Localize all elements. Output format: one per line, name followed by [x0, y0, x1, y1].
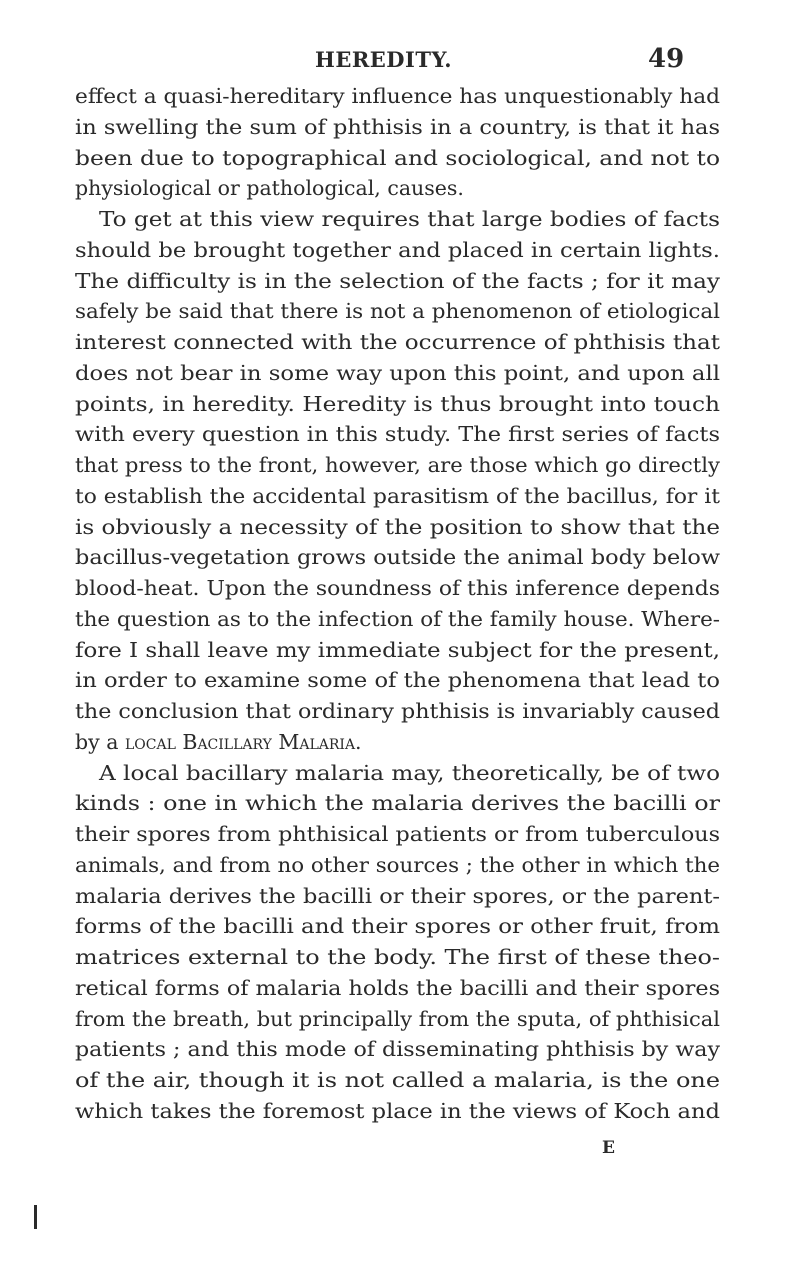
text-line: safely be said that there is not a phenomenon of etiological [75, 299, 720, 324]
margin-mark [34, 1205, 37, 1229]
text-line: the conclusion that ordinary phthisis is invariably caused [75, 699, 721, 723]
text-line: been due to topographical and sociological, and not to [75, 145, 721, 170]
text-line: of the air, though it is not called a malaria, is the one [75, 1068, 721, 1092]
text-line: interest connected with the occurrence of phthisis that [75, 330, 721, 354]
text-line: which takes the foremost place in the views of Koch and [75, 1098, 720, 1123]
text-line: from the breath, but principally from the sputa, of phthisical [75, 1006, 720, 1031]
page-number: 49 [648, 44, 685, 74]
text-line: matrices external to the body. The first of these theo- [75, 945, 721, 969]
running-title: HEREDITY. [315, 47, 453, 72]
text-line: should be brought together and placed in certain lights. [75, 237, 721, 262]
text-line: A local bacillary malaria may, theoretically, be of two [99, 760, 721, 785]
text-line: kinds : one in which the malaria derives the bacilli or [75, 791, 720, 816]
signature-mark: E [602, 1138, 615, 1158]
text-line: is obviously a necessity of the position to show that the [75, 514, 720, 539]
text-line: The difficulty is in the selection of the facts ; for it may [75, 268, 721, 293]
text-line: does not bear in some way upon this point, and upon all [75, 360, 720, 385]
text-line: physiological or pathological, causes. [75, 176, 464, 201]
text-line: the question as to the infection of the family house. Where- [75, 606, 721, 631]
text-line: effect a quasi-hereditary influence has unquestionably had [75, 84, 720, 108]
text-line: To get at this view requires that large bodies of facts [99, 207, 720, 231]
text-line: that press to the front, however, are those which go directly [75, 453, 720, 477]
text-line: points, in heredity. Heredity is thus brought into touch [75, 391, 720, 416]
text-line: bacillus-vegetation grows outside the animal body below [75, 545, 721, 570]
text-line: their spores from phthisical patients or from tuberculous [75, 822, 721, 846]
text-line: with every question in this study. The first series of facts [75, 422, 720, 447]
text-line: blood-heat. Upon the soundness of this inference depends [75, 576, 720, 600]
text-line: fore I shall leave my immediate subject for the present, [75, 637, 720, 662]
text-line: animals, and from no other sources ; the other in which the [75, 852, 720, 877]
text-line: to establish the accidental parasitism of the bacillus, for it [75, 483, 720, 508]
text-line: forms of the bacilli and their spores or other fruit, from [75, 914, 721, 939]
text-line: retical forms of malaria holds the bacilli and their spores [75, 975, 721, 1000]
text-line: in order to examine some of the phenomena that lead to [75, 668, 721, 693]
text-line: malaria derives the bacilli or their spores, or the parent- [75, 883, 721, 908]
text-line: patients ; and this mode of disseminating phthisis by way [75, 1037, 721, 1062]
text-line: by a local Bacillary Malaria. [75, 729, 362, 754]
text-line: in swelling the sum of phthisis in a country, is that it has [75, 114, 721, 139]
